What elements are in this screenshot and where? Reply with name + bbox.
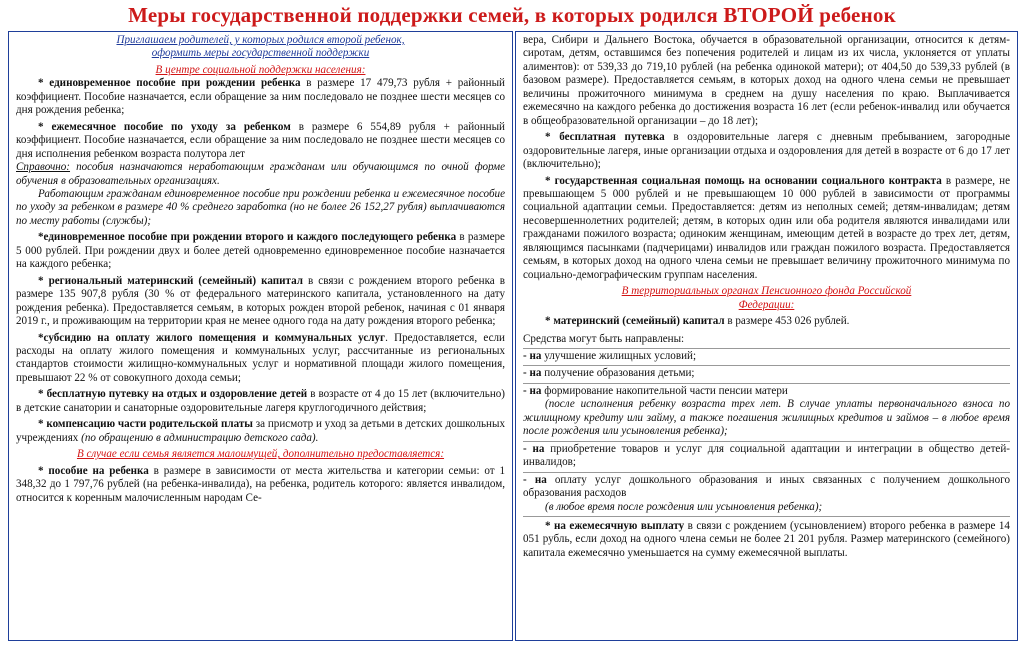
social-contract-aid — [523, 175, 1010, 283]
list-item-text: формирование накопительной части пенсии матери — [541, 384, 788, 397]
directions-intro: Средства могут быть направлены: — [523, 332, 1010, 349]
list-item-text: получение образования детьми; — [541, 367, 695, 380]
list-item-text: оплату услуг дошкольного образования и иных связанных с получением дошкольного образования расходов — [523, 473, 1010, 500]
list-item-note: (в любое время после рождения или усыновления ребенка); — [545, 500, 823, 513]
parental-fee-compensation — [16, 418, 505, 445]
benefit-second-child-lump-sum-title: *единовременное пособие при рождении второго и каждого последующего ребенка — [38, 231, 457, 244]
content-columns — [8, 31, 1018, 641]
reference-text: пособия назначаются неработающим гражданам или обучающимся по очной форме обучения в образовательных организациях. — [16, 161, 505, 187]
list-item-label: - на — [523, 473, 547, 486]
child-allowance-continued: вера, Сибири и Дальнего Востока, обучается в образовательной организации, относится к детям-сиротам, детям, оставшимся без попечения родителей и лицам из их числа, уклоняется от уплаты алиментов): от 539,33 до 719,10 рублей (на ребенка одинокой матери); от 404,50 до 539,33 рублей (в базовом размере). Предоставляется семьям, в которых доход на одного члена семьи не превышает величины прожиточного минимума в среднем на душу населения по краю. Выплачивается ежемесячно на каждого ребенка до достижения возраста 16 лет (если ребенок-инвалид или обучается в общеобразовательной организации – до 18 лет); — [523, 34, 1010, 127]
list-item-text: приобретение товаров и услуг для социальной адаптации и интеграции в общество детей-инвалидов; — [523, 442, 1010, 469]
federal-maternity-capital-title: * материнский (семейный) капитал — [545, 315, 725, 328]
list-item-note: (после исполнения ребенку возраста трех лет. В случае уплаты первоначального взноса по жилищному кредиту или займу, а также погашения жилищных кредитов и займов – в любое время после рождения или усыновления ребенка); — [523, 398, 1010, 438]
benefit-childcare-monthly-text: в размере 6 554,89 рубля + районный коэффициент. Пособие назначается, если обращение за ним последовало не позднее шести месяцев со дня исполнения ребенком возраста полутора лет — [16, 120, 505, 160]
benefit-second-child-lump-sum-text: в размере 5 000 рублей. При рождении двух и более детей одновременно единовременное пособие назначается на каждого ребенка; — [16, 231, 505, 271]
list-item-label: - на — [523, 442, 545, 455]
regional-maternity-capital — [16, 275, 505, 329]
list-item — [523, 442, 1010, 473]
benefit-birth-lump-sum-title: * единовременное пособие при рождении ребенка — [38, 77, 301, 90]
child-allowance-title: * пособие на ребенка — [38, 464, 149, 477]
free-health-voucher-title: * бесплатную путевку на отдых и оздоровление детей — [38, 388, 308, 401]
reference-note — [16, 161, 505, 188]
benefit-birth-lump-sum — [16, 77, 505, 117]
federal-maternity-capital — [523, 315, 1010, 328]
pension-fund-heading-2: Федерации: — [738, 298, 795, 311]
regional-maternity-capital-title: * региональный материнский (семейный) капитал — [38, 274, 304, 287]
list-item-label: - на — [523, 367, 542, 380]
benefit-second-child-lump-sum — [16, 231, 505, 271]
monthly-payment-title: * на ежемесячную выплату — [545, 519, 685, 532]
invite-line-2: оформить меры государственной поддержки — [151, 47, 370, 60]
free-health-voucher — [16, 388, 505, 415]
low-income-heading: В случае если семья является малоимущей, дополнительно предоставляется: — [76, 448, 445, 461]
parental-fee-compensation-text: за присмотр и уход за детьми в детских дошкольных учреждениях — [16, 418, 505, 444]
benefit-childcare-monthly — [16, 121, 505, 161]
housing-subsidy-text: . Предоставляется, если расходы на оплату жилого помещения и коммунальных услуг, рассчитанные из региональных стандартов стоимости жилищно-коммунальных услуг и нормативной площади жилого помещения, превышают 22 % от совокупного дохода семьи; — [16, 331, 505, 384]
monthly-payment — [523, 520, 1010, 560]
federal-maternity-capital-text: в размере 453 026 рублей. — [724, 315, 850, 328]
housing-subsidy — [16, 332, 505, 386]
monthly-payment-text: в связи с рождением (усыновлением) второго ребенка в размере 14 051 рубль, если доход на одного члена семьи не более 21 201 рубля. Размер материнского (семейного) капитала ежемесячно уменьшается на сумму ежемесячной выплаты. — [523, 519, 1010, 559]
list-item — [523, 384, 1010, 442]
list-item-label: - на — [523, 349, 542, 362]
invite-line-1: Приглашаем родителей, у которых родился второй ребенок, — [116, 34, 405, 46]
directions-list — [523, 349, 1010, 517]
benefit-birth-lump-sum-text: в размере 17 479,73 рубля + районный коэффициент. Пособие назначается, если обращение за ним последовало не позднее шести месяцев со дня рождения ребенка; — [16, 77, 505, 117]
regional-maternity-capital-text: в связи с рождением второго ребенка в размере 135 907,8 рубля (30 % от федерального материнского капитала, установленного на дату рождения ребенка). Предоставляется семьям, в которых рожден второй ребенок, начиная с 01 января 2019 г., и проживающим на территории края не менее одного года на дату рождения второго ребенка; — [16, 274, 505, 328]
child-allowance-text: в размере в зависимости от места жительства и категории семьи: от 1 348,32 до 1 797,76 рублей (на ребенка-инвалида), на ребенка, родитель которого: является инвалидом, относится к коренным малочисленным народам Се- — [16, 464, 505, 504]
child-allowance — [16, 465, 505, 505]
list-item-label: - на — [523, 384, 542, 397]
workers-note: Работающим гражданам единовременное пособие при рождении ребенка и ежемесячное пособие по уходу за ребенком в размере 40 % среднего заработка (но не более 26 152,27 рубля) выплачиваются по месту работы (службы); — [16, 187, 505, 227]
parental-fee-compensation-title: * компенсацию части родительской платы — [38, 418, 253, 431]
reference-label: Справочно: — [16, 161, 71, 174]
page-title: Меры государственной поддержки семей, в которых родился ВТОРОЙ ребенок — [128, 3, 896, 27]
list-item — [523, 473, 1010, 517]
free-camp-voucher-text: в оздоровительные лагеря с дневным пребыванием, загородные оздоровительные лагеря, иные организации отдыха и оздоровления для детей в возрасте от 6 до 17 лет (включительно); — [523, 131, 1010, 171]
right-column — [515, 31, 1018, 641]
free-camp-voucher-title: * бесплатная путевка — [545, 131, 665, 144]
list-item-text: улучшение жилищных условий; — [541, 349, 697, 362]
list-item — [523, 366, 1010, 383]
housing-subsidy-title: *субсидию на оплату жилого помещения и коммунальных услуг — [38, 331, 386, 344]
social-contract-aid-text: в размере, не превышающем 5 000 рублей и не превышающем 10 000 рублей в зависимости от программы социальной адаптации семьи. Предоставляется: детям из неполных семей; детям-инвалидам; детям несовершеннолетних родителей; детям, в которых один или оба родителя являются инвалидами или гражданами пожилого возраста; одиноким женщинам, имеющим детей в возрасте до трех лет, детям, являющимся пасынками (падчерицами) инвалидов или граждан пожилого возраста. Предоставляется семьям, в которых доход на одного члена семьи не превышает величину прожиточного минимума по социально-демографическим группам населения. — [523, 174, 1010, 281]
list-item — [523, 349, 1010, 366]
left-column — [8, 31, 513, 641]
social-contract-aid-title: * государственная социальная помощь на основании социального контракта — [545, 174, 942, 187]
free-health-voucher-text: в возрасте от 4 до 15 лет (включительно) в детские санатории и санаторные оздоровительные лагеря круглогодичного действия; — [16, 388, 506, 414]
parental-fee-compensation-note: (по обращению в администрацию детского сада). — [81, 431, 319, 444]
benefit-childcare-monthly-title: * ежемесячное пособие по уходу за ребенком — [38, 120, 291, 133]
pension-fund-heading-1: В территориальных органах Пенсионного фонда Российской — [621, 285, 912, 298]
free-camp-voucher — [523, 131, 1010, 171]
center-heading: В центре социальной поддержки населения: — [155, 63, 366, 76]
